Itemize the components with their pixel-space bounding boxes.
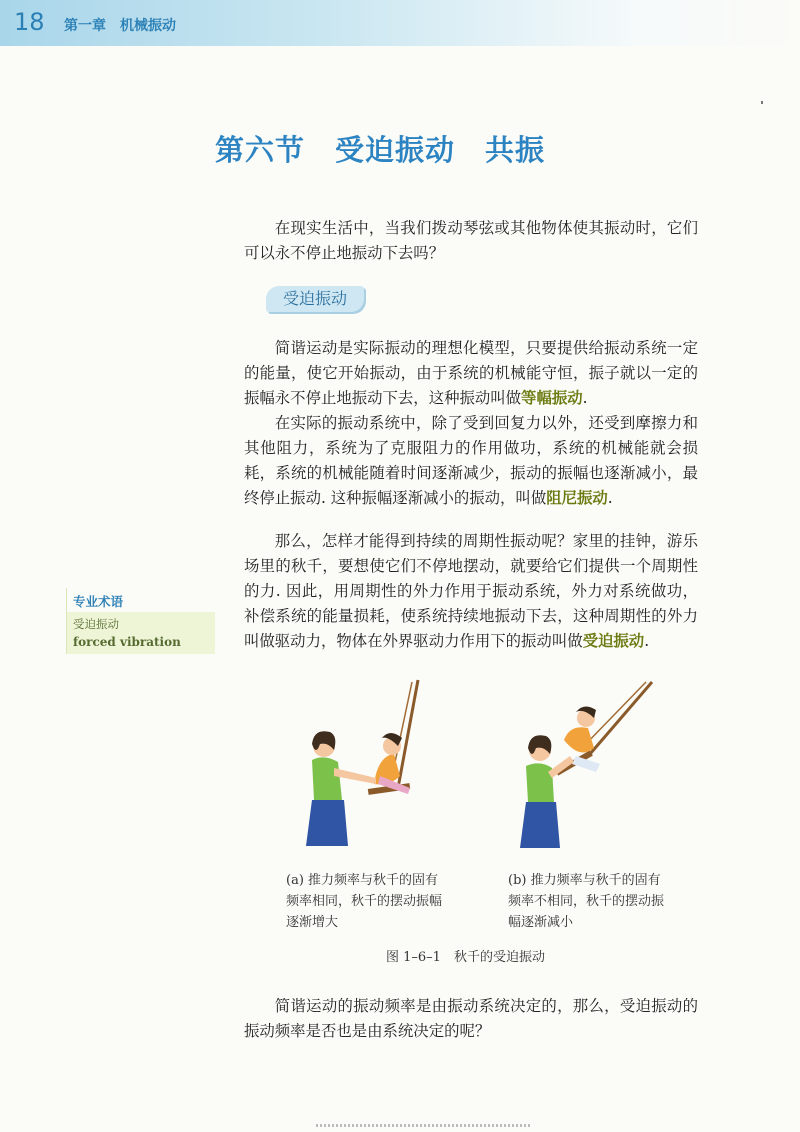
intro-paragraph: 在现实生活中，当我们拨动琴弦或其他物体使其振动时，它们可以永不停止地振动下去吗？ xyxy=(244,219,698,262)
footer-dotted-line xyxy=(316,1124,532,1127)
scan-speck xyxy=(761,101,763,104)
paragraph-1 xyxy=(244,336,698,411)
glossary-term-en: forced vibration xyxy=(73,635,181,649)
glossary-title: 专业术语 xyxy=(73,594,124,609)
section-title: 第六节 受迫振动 共振 xyxy=(214,133,545,167)
subheading-badge xyxy=(266,286,364,312)
paragraph-3-end: . xyxy=(644,632,650,650)
glossary-term-cn: 受迫振动 xyxy=(73,617,119,631)
key-term-forced-vibration: 受迫振动 xyxy=(582,632,645,650)
swing-figure-a xyxy=(306,680,418,846)
closing-paragraph: 简谐运动的振动频率是由振动系统决定的，那么，受迫振动的振动频率是否也是由系统决定的呢？ xyxy=(244,997,698,1040)
page-number: 18 xyxy=(14,8,45,36)
figure-caption-b: (b) 推力频率与秋千的固有频率不相同，秋千的摆动振幅逐渐减小 xyxy=(508,873,665,930)
figure-caption-a: (a) 推力频率与秋千的固有频率相同，秋千的摆动振幅逐渐增大 xyxy=(286,873,443,930)
paragraph-1-end: . xyxy=(582,389,588,407)
key-term-damped-vibration: 阻尼振动 xyxy=(546,489,608,507)
swing-figure-b xyxy=(520,682,652,848)
paragraph-1-text: 简谐运动是实际振动的理想化模型，只要提供给振动系统一定的能量，使它开始振动，由于系统的机械能守恒，振子就以一定的振幅永不停止地振动下去，这种振动叫做 xyxy=(244,339,698,407)
paragraph-3-text: 那么，怎样才能得到持续的周期性振动呢？家里的挂钟，游乐场里的秋千，要想使它们不停地摆动，就要给它们提供一个周期性的力. 因此，用周期性的外力作用于振动系统，外力对系统做功，补偿系统的能量损耗，使系统持续地振动下去，这种周期性的外力叫做驱动力，物体在外界驱动力作用下的振动叫做 xyxy=(244,532,698,650)
glossary-box xyxy=(66,588,215,654)
key-term-equal-amplitude: 等幅振动 xyxy=(521,389,583,407)
chapter-label: 第一章 机械振动 xyxy=(64,18,176,34)
swing-illustration xyxy=(290,676,680,862)
figure-title: 图 1–6–1 秋千的受迫振动 xyxy=(386,950,545,965)
subheading-label: 受迫振动 xyxy=(282,289,347,308)
paragraph-2-end: . xyxy=(607,489,613,507)
paragraph-2-text: 在实际的振动系统中，除了受到回复力以外，还受到摩擦力和其他阻力，系统为了克服阻力的作用做功，系统的机械能就会损耗，系统的机械能随着时间逐渐减少，振动的振幅也逐渐减小，最终停止振动. 这种振幅逐渐减小的振动，叫做 xyxy=(244,414,698,507)
paragraph-2 xyxy=(244,411,698,511)
paragraph-3 xyxy=(244,529,698,654)
